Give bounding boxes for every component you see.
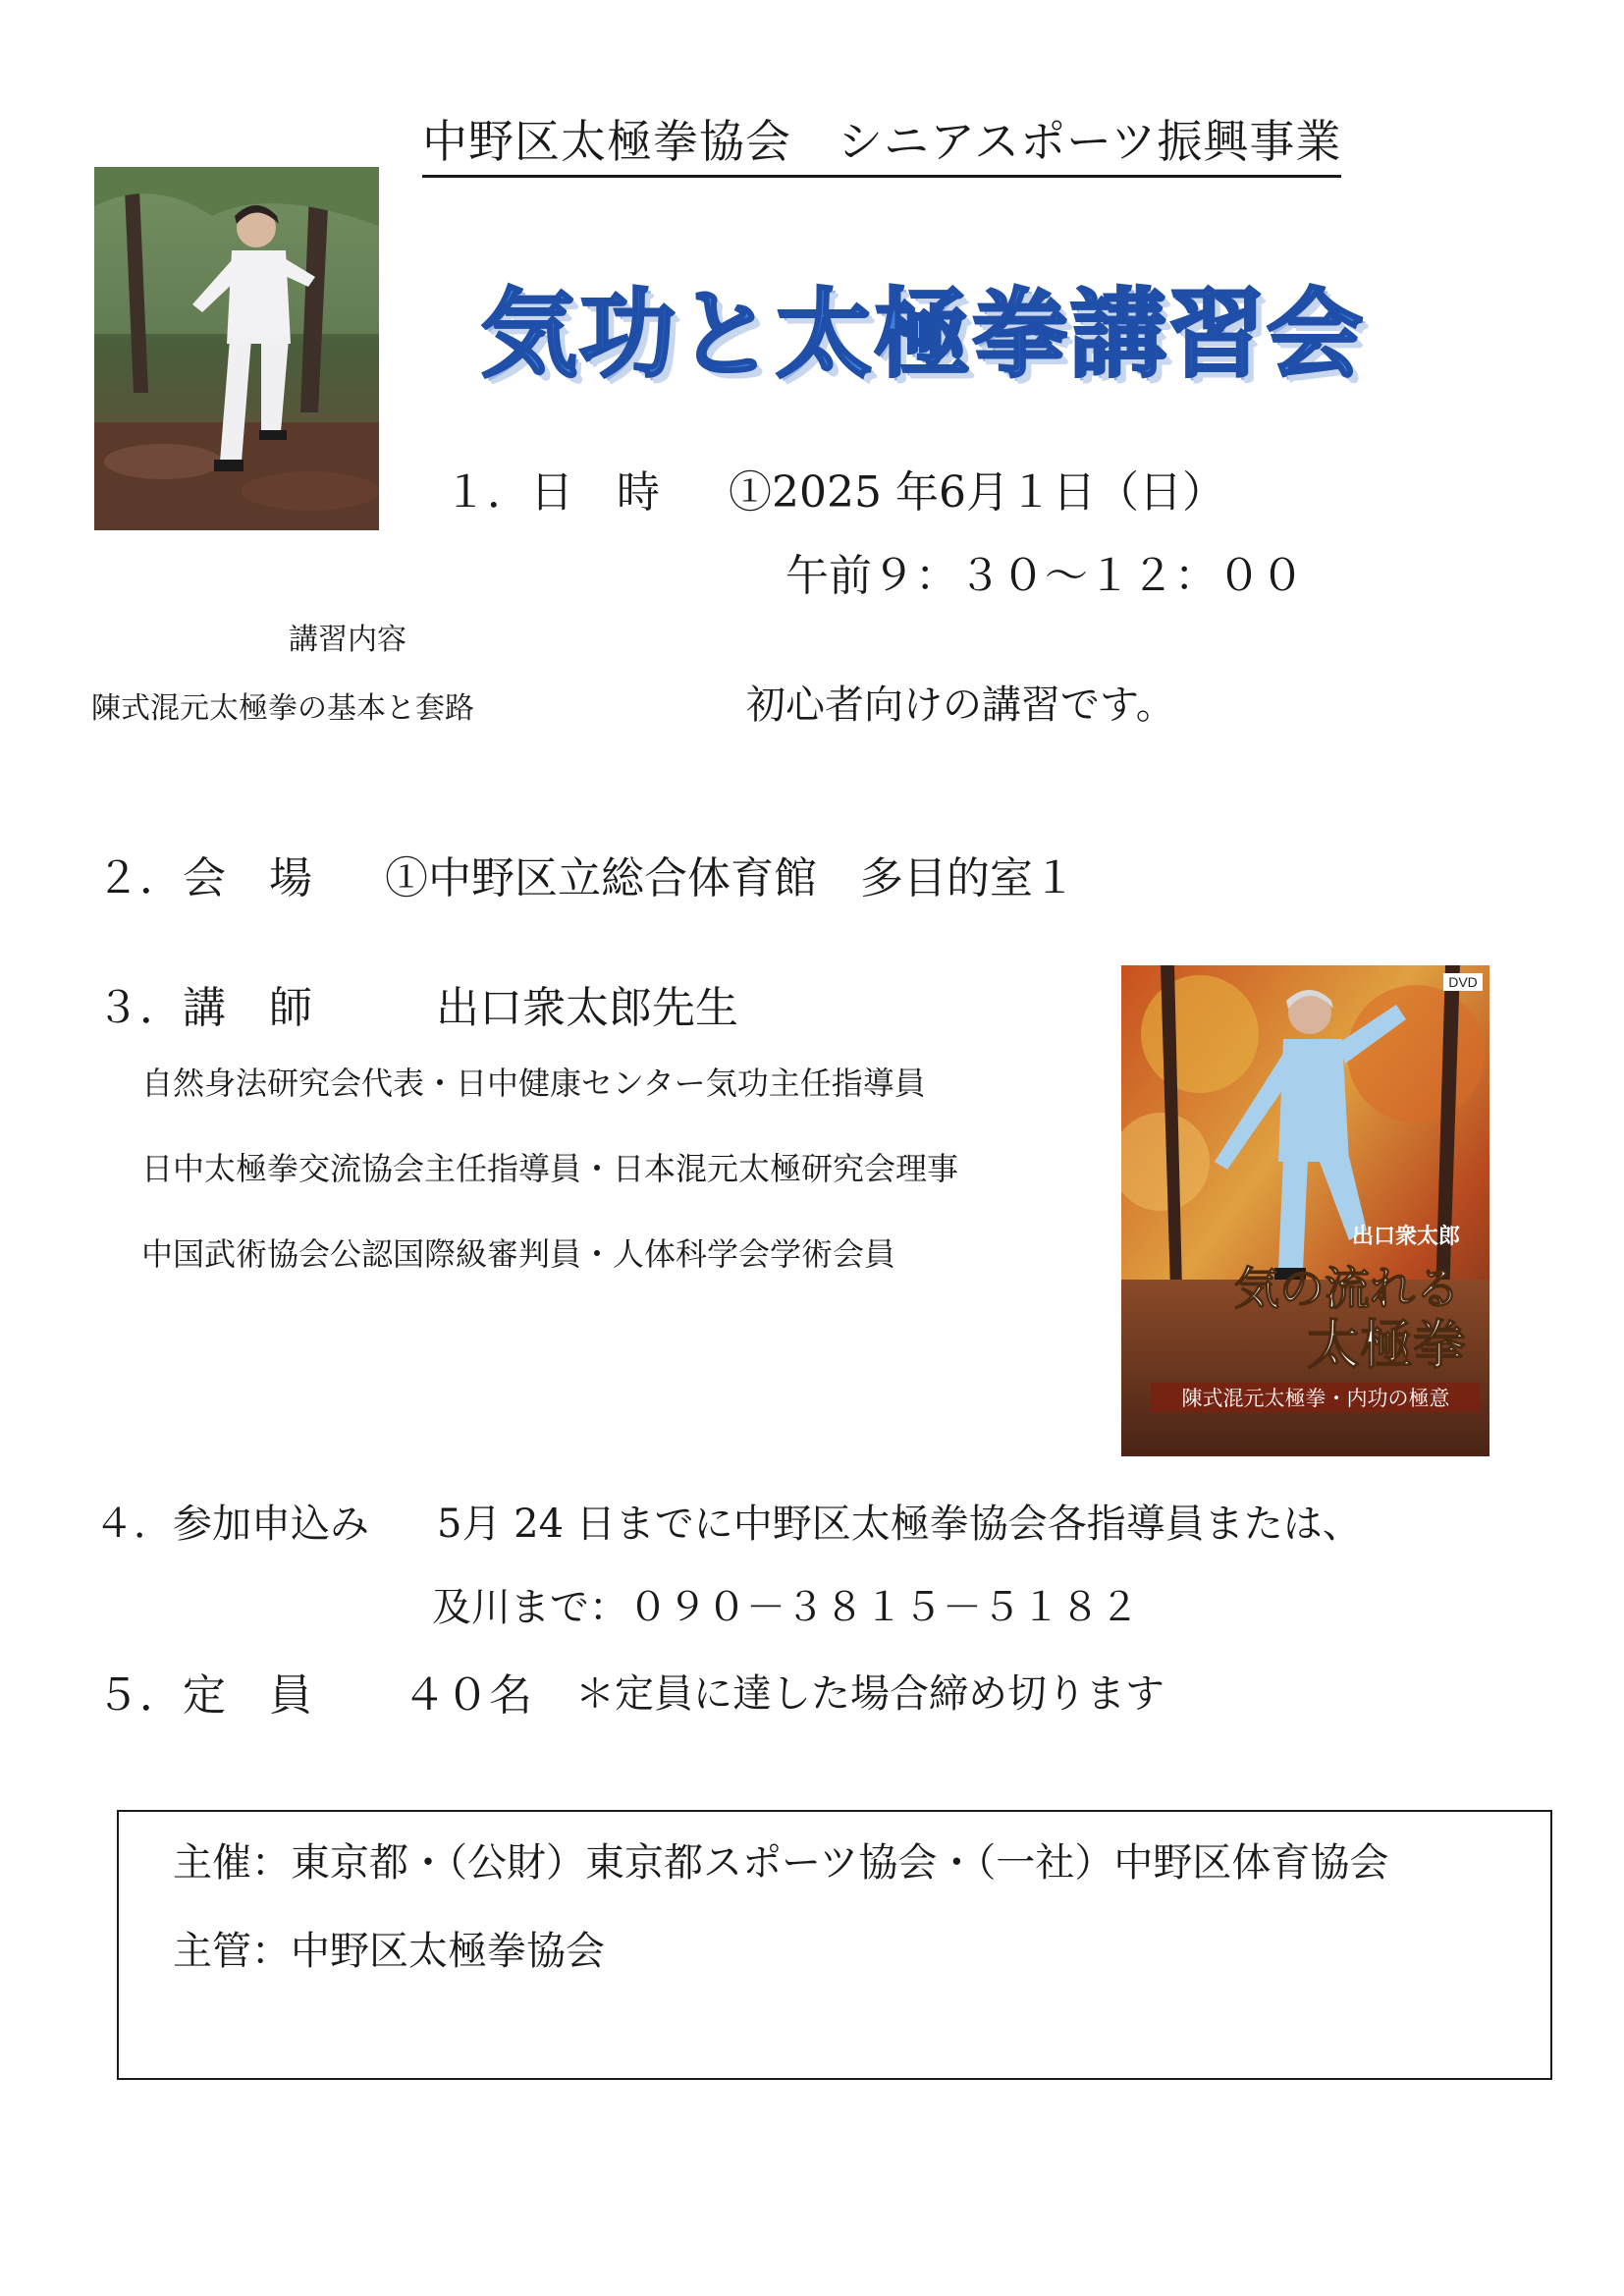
- capacity-label: ５．定 員: [96, 1670, 312, 1721]
- application-label: ４．参加申込み: [94, 1502, 369, 1547]
- beginner-note: 初心者向けの講習です。: [746, 683, 1175, 728]
- organizer-line: 主催：東京都・（公財）東京都スポーツ協会・（一社）中野区体育協会: [173, 1840, 1389, 1886]
- dvd-author: 出口衆太郎: [1351, 1224, 1461, 1249]
- time-value: 午前９：３０～１２：００: [785, 551, 1304, 601]
- instructor-photo-forest: [94, 167, 379, 530]
- dvd-title-line2: 太極拳: [1307, 1313, 1466, 1376]
- dvd-title-line1: 気の流れる: [1234, 1262, 1460, 1315]
- instructor-label: ３．講 師: [96, 983, 312, 1033]
- event-title: 気功と太極拳講習会: [481, 279, 1366, 391]
- venue-value: ①中野区立総合体育館 多目的室１: [385, 853, 1076, 903]
- capacity-value: ４０名: [403, 1670, 532, 1721]
- venue-label: ２．会 場: [96, 853, 312, 903]
- dvd-subtitle: 陳式混元太極拳・内功の極意: [1181, 1387, 1450, 1410]
- content-text: 陳式混元太極拳の基本と套路: [91, 691, 474, 726]
- instructor-title-3: 中国武術協会公認国際級審判員・人体科学会学術会員: [141, 1235, 896, 1273]
- content-heading: 講習内容: [289, 623, 406, 657]
- date-label: １．日 時: [444, 467, 660, 518]
- application-phone: 及川まで：０９０－３８１５－５１８２: [432, 1585, 1139, 1630]
- instructor-title-1: 自然身法研究会代表・日中健康センター気功主任指導員: [141, 1065, 926, 1102]
- date-value: ①2025 年6月１日（日）: [729, 467, 1225, 518]
- dvd-badge: DVD: [1448, 974, 1478, 990]
- instructor-name: 出口衆太郎先生: [436, 983, 738, 1033]
- manager-line: 主管：中野区太極拳協会: [173, 1929, 605, 1974]
- capacity-note: ＊定員に達した場合締め切ります: [575, 1671, 1164, 1717]
- header-text: 中野区太極拳協会 シニアスポーツ振興事業: [422, 106, 1341, 178]
- dvd-cover-image: [1121, 965, 1489, 1456]
- instructor-title-2: 日中太極拳交流協会主任指導員・日本混元太極研究会理事: [141, 1150, 959, 1187]
- application-line1: 5月 24 日までに中野区太極拳協会各指導員または、: [437, 1502, 1362, 1547]
